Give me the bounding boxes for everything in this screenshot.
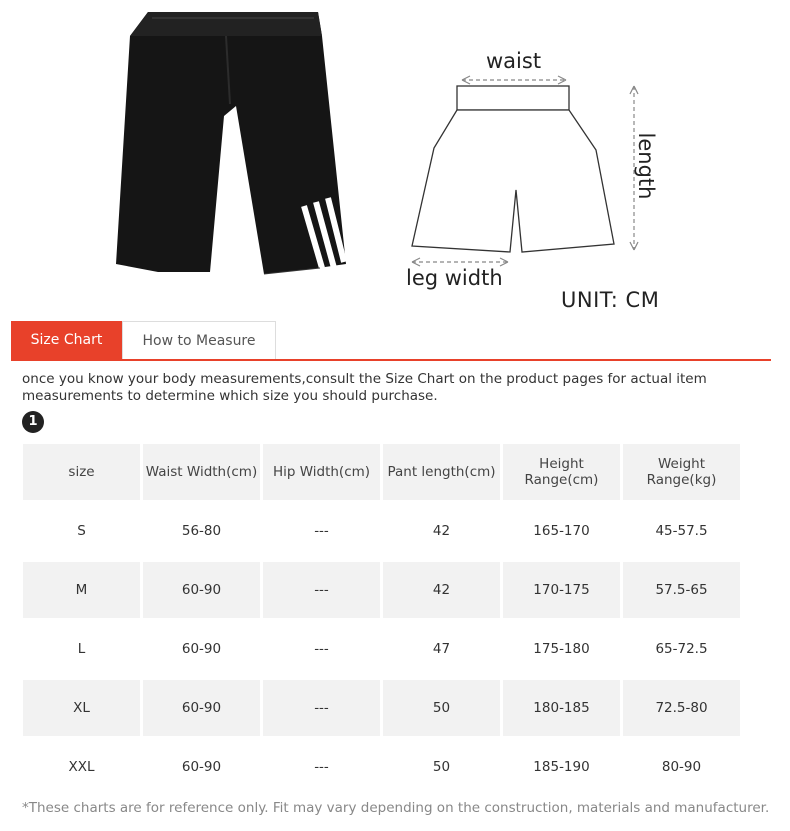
tab-how-to-measure[interactable]: How to Measure [122, 321, 276, 359]
step-number-badge: 1 [22, 411, 44, 433]
table-cell: 50 [383, 680, 500, 736]
table-cell: --- [263, 621, 380, 677]
shorts-product-image [108, 6, 348, 276]
table-cell: 175-180 [503, 621, 620, 677]
table-cell: S [23, 503, 140, 559]
table-row [23, 562, 740, 618]
table-cell: 45-57.5 [623, 503, 740, 559]
table-cell: 57.5-65 [623, 562, 740, 618]
table-row [23, 739, 740, 795]
table-header-row [23, 444, 740, 500]
table-cell: 72.5-80 [623, 680, 740, 736]
table-cell: 42 [383, 562, 500, 618]
table-cell: --- [263, 680, 380, 736]
table-cell: 165-170 [503, 503, 620, 559]
table-cell: --- [263, 503, 380, 559]
tab-size-chart[interactable]: Size Chart [11, 321, 122, 359]
intro-text: once you know your body measurements,consult the Size Chart on the product pages for actual item measurements to determine which size you should purchase. [22, 371, 707, 404]
length-label: length [634, 132, 658, 200]
waist-label: waist [486, 49, 542, 73]
table-row [23, 680, 740, 736]
table-cell: 185-190 [503, 739, 620, 795]
table-cell: M [23, 562, 140, 618]
table-header-cell: size [23, 444, 140, 500]
table-header-cell: Weight Range(kg) [623, 444, 740, 500]
table-header-cell: Height Range(cm) [503, 444, 620, 500]
table-row [23, 503, 740, 559]
table-cell: XXL [23, 739, 140, 795]
table-cell: 60-90 [143, 621, 260, 677]
footnote: *These charts are for reference only. Fit may vary depending on the construction, materials and manufacturer. [22, 800, 770, 816]
table-cell: 47 [383, 621, 500, 677]
table-cell: 65-72.5 [623, 621, 740, 677]
unit-label: UNIT: CM [561, 288, 660, 312]
leg-width-label: leg width [406, 266, 503, 290]
size-table [20, 441, 743, 798]
table-cell: 56-80 [143, 503, 260, 559]
table-cell: 50 [383, 739, 500, 795]
table-cell: L [23, 621, 140, 677]
table-cell: 60-90 [143, 562, 260, 618]
table-cell: --- [263, 562, 380, 618]
table-row [23, 621, 740, 677]
table-cell: XL [23, 680, 140, 736]
table-cell: 180-185 [503, 680, 620, 736]
table-cell: 42 [383, 503, 500, 559]
table-header-cell: Hip Width(cm) [263, 444, 380, 500]
table-cell: 170-175 [503, 562, 620, 618]
table-cell: 60-90 [143, 739, 260, 795]
table-cell: 60-90 [143, 680, 260, 736]
table-header-cell: Waist Width(cm) [143, 444, 260, 500]
table-cell: --- [263, 739, 380, 795]
tab-bar [11, 321, 771, 361]
table-header-cell: Pant length(cm) [383, 444, 500, 500]
product-hero [0, 0, 790, 318]
table-cell: 80-90 [623, 739, 740, 795]
